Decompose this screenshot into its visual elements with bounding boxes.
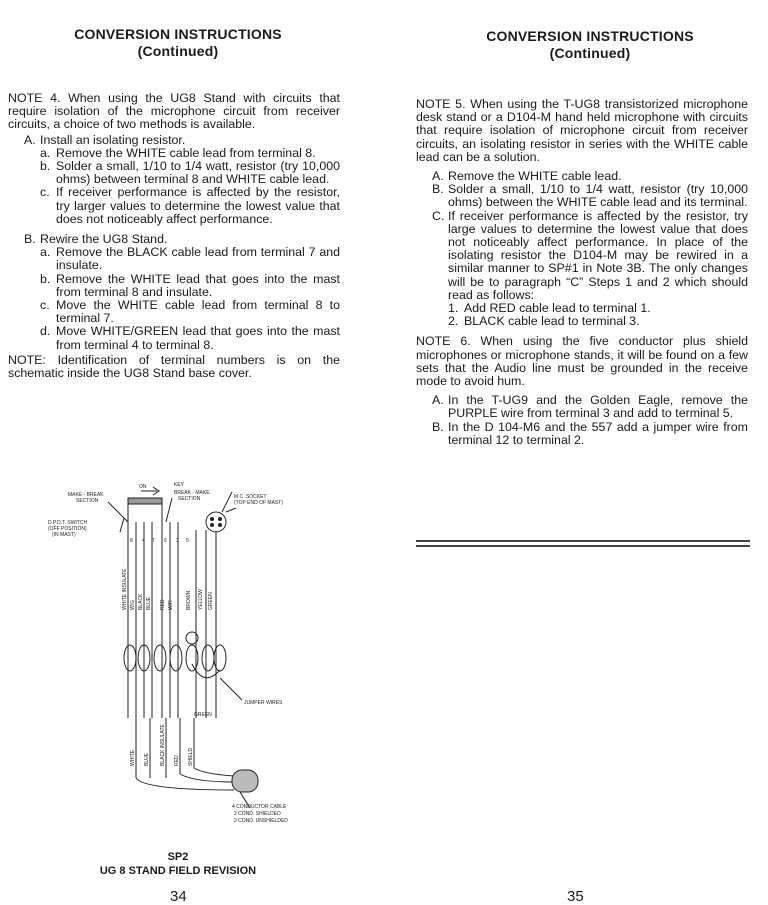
step-text: Solder a small, 1/10 to 1/4 watt, resistor (try 10,000 ohms) between terminal 8 and WHITE cable lead. — [56, 159, 340, 187]
step-text: Solder a small, 1/10 to 1/4 watt, resistor (try 10,000 ohms) between the WHITE cable lead and its terminal. — [448, 182, 748, 210]
step-text: If receiver performance is affected by the resistor, try large values to determine the lowest value that does not noticeably affect performance. In place of the isolating resistor the D104-M may be rewired in a similar manner to SP#1 in Note 3B. The only changes will be to paragraph “C” Steps 1 and 2 which should read as follows: — [448, 208, 748, 302]
step-text: If receiver performance is affected by the resistor, try larger values to determine the lowest value that does not noticeably affect performance. — [56, 185, 340, 226]
method-b-step — [40, 325, 340, 351]
mic-socket-sub: (TOP END OF MAST) — [234, 500, 283, 506]
mast-wire-label: BROWN — [186, 590, 192, 610]
heading-title: CONVERSION INSTRUCTIONS — [74, 26, 282, 42]
step-marker: b. — [40, 159, 51, 174]
figure-caption-id: SP2 — [167, 851, 189, 863]
step-marker: B. — [432, 419, 444, 434]
method-a-step — [40, 186, 340, 226]
green-label: GREEN — [194, 712, 212, 718]
step-marker: c. — [40, 185, 50, 200]
terminal-number: 3 — [176, 538, 179, 544]
figure-caption-title: UG 8 STAND FIELD REVISION — [99, 865, 257, 877]
step-marker: 1. — [448, 301, 459, 316]
note-5-substep — [448, 315, 748, 328]
method-b-step — [40, 273, 340, 299]
mast-wire-label: GREEN — [208, 592, 214, 610]
section-rule — [416, 540, 750, 547]
cable-wire-label: WHITE — [130, 749, 136, 766]
page-number-left: 34 — [170, 888, 187, 905]
jumper-wires-label: JUMPER WIRES — [244, 700, 283, 706]
step-text: Remove the WHITE cable lead from terminal 8. — [56, 145, 316, 160]
step-marker: A. — [432, 169, 444, 184]
cable-wire-label: BLUE — [144, 752, 150, 766]
mast-wire-label: W/G — [130, 600, 136, 610]
step-marker: a. — [40, 145, 51, 160]
cable-wire-label: RED — [174, 755, 180, 766]
step-text: Move the WHITE cable lead from terminal 8 to terminal 7. — [56, 298, 340, 326]
make-break-label: MAKE - BREAK — [68, 492, 104, 498]
step-text: Remove the WHITE lead that goes into the mast from terminal 8 and insulate. — [56, 271, 340, 299]
cable-wire-label: BLACK INSULATE — [160, 724, 166, 766]
heading-title: CONVERSION INSTRUCTIONS — [486, 28, 694, 44]
mast-wire-label: WHITE INSULATE — [122, 568, 128, 610]
on-label: ON — [139, 484, 147, 490]
method-b-marker: B. — [24, 232, 36, 247]
method-a-text: Install an isolating resistor. — [40, 132, 186, 147]
step-text: Add RED cable lead to terminal 1. — [464, 301, 651, 316]
terminal-number: 4 — [142, 538, 145, 544]
method-a-marker: A. — [24, 132, 36, 147]
heading-subtitle: (Continued) — [137, 43, 219, 59]
note-5-steps — [432, 170, 748, 302]
method-b-step — [40, 299, 340, 325]
wiring-diagram — [44, 478, 344, 838]
step-marker: a. — [40, 245, 51, 260]
mast-wire-label: RED — [160, 599, 166, 610]
cable-label: 4 CONDUCTOR CABLE — [232, 804, 287, 810]
heading-subtitle: (Continued) — [549, 45, 631, 61]
left-page-heading — [8, 26, 348, 60]
cable-wire-label: SHIELD — [188, 747, 194, 766]
note-5-step — [432, 183, 748, 209]
terminal-number: 6 — [164, 538, 167, 544]
step-marker: b. — [40, 271, 51, 286]
terminal-number: 5 — [186, 538, 189, 544]
note-5-intro: NOTE 5. When using the T-UG8 transistorized microphone desk stand or a D104-M hand held microphone with circuits that require isolation of microphone circuit from receiver circuits, an isolating resistor in series with the WHITE cable lead can be a solution. — [416, 97, 748, 164]
cable-shielded: 2 COND. SHIELDED — [234, 811, 281, 817]
note-5-substeps — [448, 302, 748, 328]
dpdt-sub1: (OFF POSITION) — [48, 526, 87, 532]
method-a — [24, 134, 340, 226]
mast-wire-label: BLACK — [138, 593, 144, 610]
note-6-step — [432, 421, 748, 447]
note-4-intro: NOTE 4. When using the UG8 Stand with circuits that require isolation of the microphone circuit from receiver circuits, a choice of two methods is available. — [8, 91, 340, 132]
mast-wire-label: W/R — [168, 600, 174, 610]
break-make-section: SECTION — [178, 496, 201, 502]
step-text: BLACK cable lead to terminal 3. — [464, 314, 640, 329]
terminal-number: 8 — [130, 538, 133, 544]
left-page-body — [8, 92, 340, 380]
break-make-label: BREAK - MAKE — [174, 490, 210, 496]
switch-bar — [128, 498, 162, 504]
make-break-section: SECTION — [76, 498, 99, 504]
rule-line-bottom — [416, 545, 750, 547]
method-b — [24, 233, 340, 352]
note-6-intro: NOTE 6. When using the five conductor plus shield microphones or microphone stands, it will be found on a few sets that the Audio line must be grounded in the receive mode to avoid hum. — [416, 334, 748, 389]
right-page-body — [416, 98, 748, 447]
step-text: In the T-UG9 and the Golden Eagle, remove the PURPLE wire from terminal 3 and add to terminal 5. — [448, 393, 748, 421]
step-text: Move WHITE/GREEN lead that goes into the mast from terminal 4 to terminal 8. — [56, 324, 340, 352]
identification-note: NOTE: Identification of terminal numbers is on the schematic inside the UG8 Stand base cover. — [8, 352, 340, 381]
step-marker: C. — [432, 208, 445, 223]
step-marker: B. — [432, 182, 444, 197]
method-b-step — [40, 246, 340, 272]
step-marker: d. — [40, 324, 51, 339]
step-marker: c. — [40, 298, 50, 313]
mast-wire-label: YELLOW — [198, 589, 204, 610]
step-text: Remove the BLACK cable lead from terminal 7 and insulate. — [56, 245, 340, 273]
mast-wire-label: BLUE — [146, 596, 152, 610]
terminal-number: 7 — [152, 538, 155, 544]
note-6-steps — [432, 394, 748, 447]
note-5-step — [432, 210, 748, 302]
cable-wire-labels — [130, 723, 194, 766]
note-6-step — [432, 394, 748, 420]
step-text: Remove the WHITE cable lead. — [448, 169, 622, 184]
page-number-right: 35 — [567, 888, 584, 905]
dpdt-label: D.P.D.T. SWITCH — [48, 520, 88, 526]
terminal-numbers — [130, 538, 189, 544]
step-marker: 2. — [448, 314, 459, 329]
mic-socket-label: M.C. SOCKET — [234, 494, 267, 500]
method-a-step — [40, 160, 340, 186]
step-text: In the D 104-M6 and the 557 add a jumper wire from terminal 12 to terminal 2. — [448, 419, 748, 447]
step-marker: A. — [432, 393, 444, 408]
method-b-text: Rewire the UG8 Stand. — [40, 232, 168, 247]
dpdt-sub2: (IN MAST) — [52, 532, 76, 538]
cable-unshielded: 2 COND. UNSHIELDED — [234, 818, 288, 824]
right-page-heading — [416, 28, 764, 62]
key-label: KEY — [174, 482, 185, 488]
